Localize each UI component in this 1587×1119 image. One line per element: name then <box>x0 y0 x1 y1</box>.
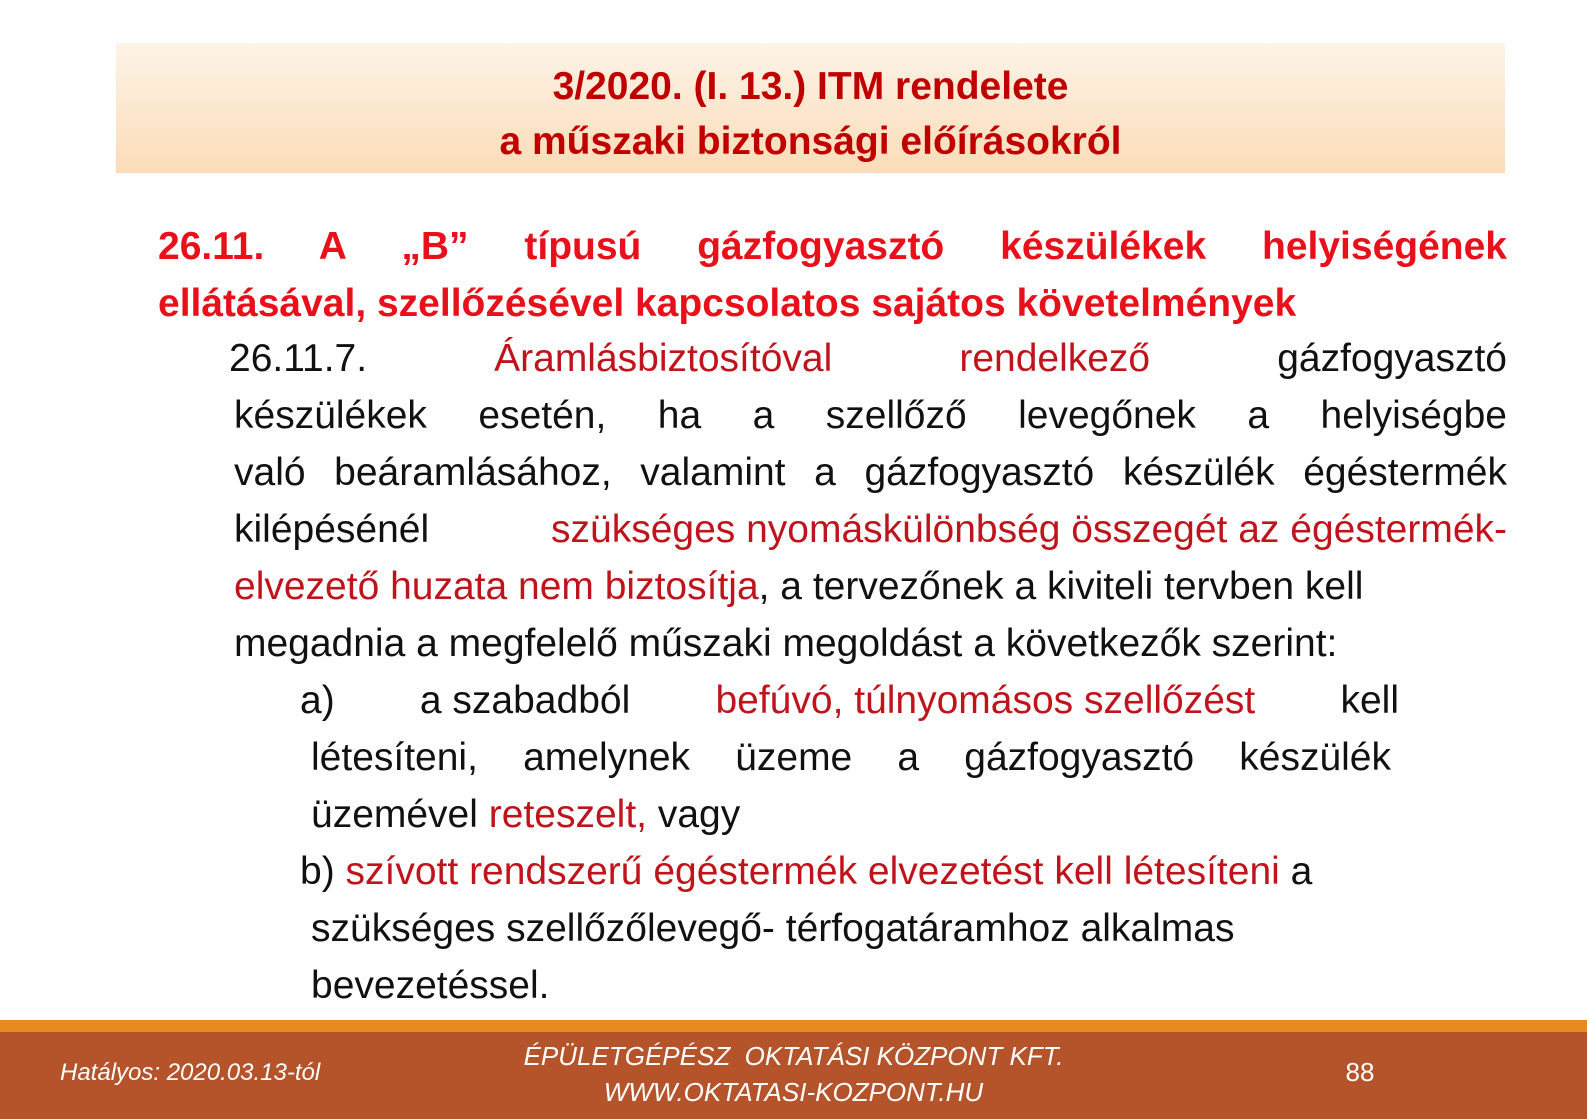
section-heading <box>158 218 1507 332</box>
paragraph-highlight: rendelkező <box>959 337 1151 380</box>
paragraph-highlight: Áramlásbiztosítóval <box>494 337 833 380</box>
paragraph-line-3: való beáramlásához, valamint a gázfogyasztó készülék égéstermék <box>234 451 1507 494</box>
list-marker: a) <box>300 679 335 722</box>
section-heading-line-2: ellátásával, szellőzésével kapcsolatos sajátos követelmények <box>158 282 1297 325</box>
list-text: kell <box>1340 679 1399 722</box>
list-item-b-line-3: bevezetéssel. <box>311 964 550 1007</box>
effective-date: Hatályos: 2020.03.13-tól <box>60 1059 321 1086</box>
page-number: 88 <box>1345 1057 1375 1087</box>
paragraph-text: kilépésénél <box>234 508 430 551</box>
list-item-b-line-2: szükséges szellőzőlevegő- térfogatáramhoz alkalmas <box>311 907 1235 950</box>
paragraph-line-5 <box>234 558 1507 615</box>
list-item-a-line-1 <box>300 672 1399 729</box>
slide-title-line-1: 3/2020. (I. 13.) ITM rendelete <box>552 65 1069 108</box>
list-text: a szabadból <box>419 679 631 722</box>
organization-url[interactable]: WWW.OKTATASI-KOZPONT.HU <box>603 1077 984 1107</box>
organization-name: ÉPÜLETGÉPÉSZ OKTATÁSI KÖZPONT KFT. <box>523 1041 1064 1071</box>
list-text: vagy <box>657 793 741 836</box>
section-heading-line-1: 26.11. A „B” típusú gázfogyasztó készülékek helyiségének <box>158 225 1507 268</box>
paragraph-line-4 <box>234 501 1507 558</box>
list-text: a <box>1290 850 1313 893</box>
list-highlight: reteszelt, <box>488 793 647 836</box>
footer-stripe <box>0 1020 1587 1032</box>
list-marker: b) <box>300 850 335 893</box>
paragraph-highlight: elvezető huzata nem biztosítja <box>234 565 759 608</box>
paragraph-line-1 <box>229 330 1507 387</box>
paragraph-line-6: megadnia a megfelelő műszaki megoldást a következők szerint: <box>234 622 1338 665</box>
paragraph-line-2: készülékek esetén, ha a szellőző levegőnek a helyiségbe <box>234 394 1507 437</box>
paragraph-highlight: szükséges nyomáskülönbség összegét az égéstermék- <box>551 508 1507 551</box>
list-item-a-line-2: létesíteni, amelynek üzeme a gázfogyasztó készülék <box>311 736 1391 779</box>
list-text: üzemével <box>311 793 478 836</box>
footer-bar <box>0 1032 1587 1119</box>
paragraph-text: gázfogyasztó <box>1277 337 1507 380</box>
paragraph-number: 26.11.7. <box>229 337 368 380</box>
list-item-b-line-1 <box>300 843 1312 900</box>
slide-title-line-2: a műszaki biztonsági előírásokról <box>499 120 1122 163</box>
paragraph-text: , a tervezőnek a kiviteli tervben kell <box>758 565 1364 608</box>
list-highlight: szívott rendszerű égéstermék elvezetést kell létesíteni <box>345 850 1280 893</box>
list-item-a-line-3 <box>311 786 740 843</box>
list-highlight: befúvó, túlnyomásos szellőzést <box>715 679 1256 722</box>
